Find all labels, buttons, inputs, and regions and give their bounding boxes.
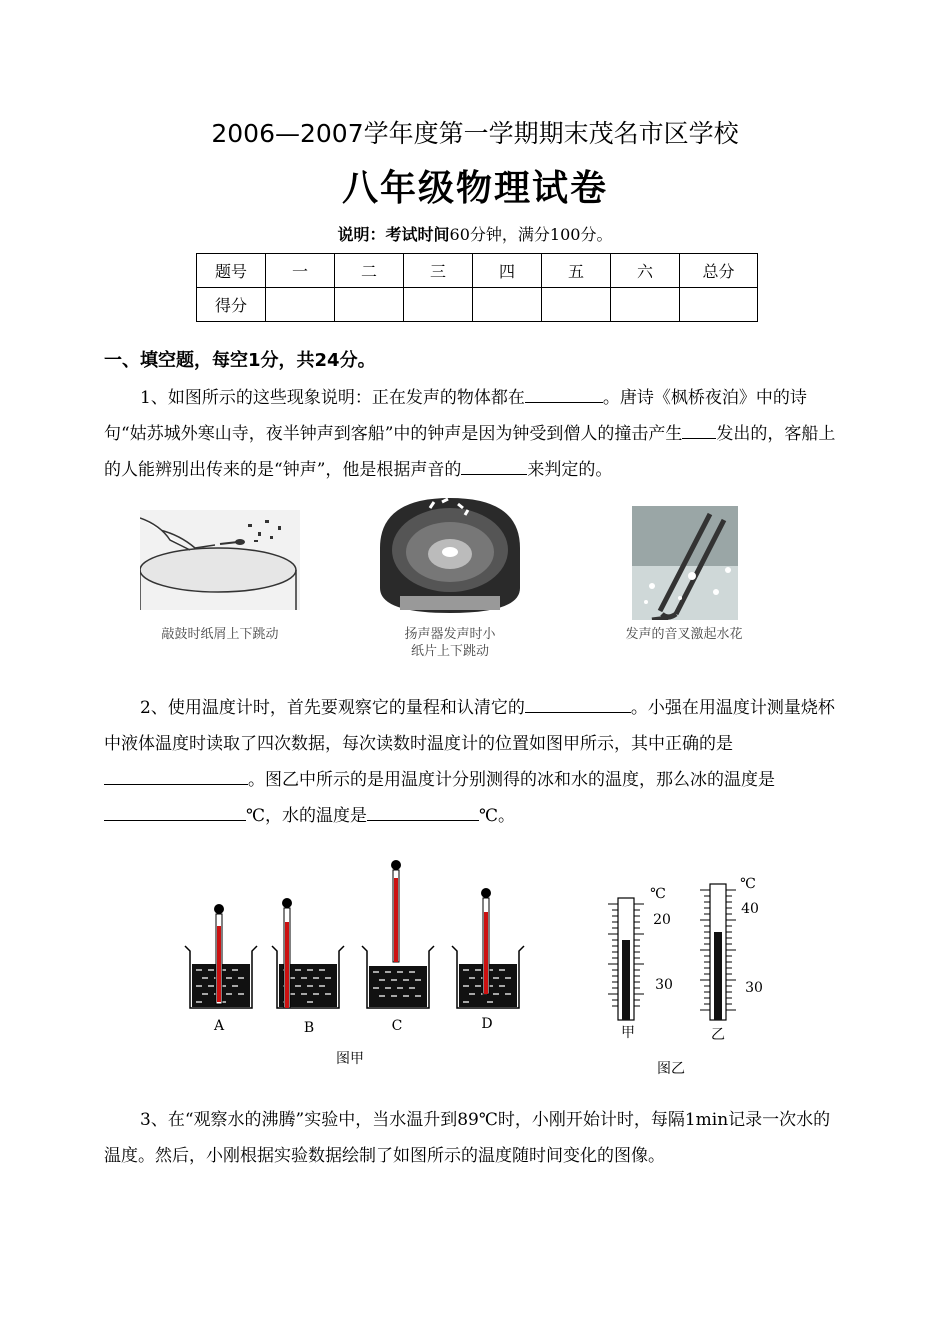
right-label: 乙 — [711, 1027, 725, 1043]
exam-title-line1: 2006—2007学年度第一学期期末茂名市区学校 — [211, 119, 739, 148]
speaker-figure — [370, 488, 530, 618]
score-cell[interactable] — [404, 288, 473, 322]
exam-note — [0, 222, 950, 245]
beaker-b — [272, 898, 344, 1008]
score-table-score-row — [197, 288, 758, 322]
right-top-value: 40 — [741, 901, 759, 917]
figure-yi-caption: 图乙 — [657, 1061, 685, 1077]
fork-caption: 发声的音叉激起水花 — [625, 627, 743, 642]
left-unit: ℃ — [650, 886, 666, 902]
beaker-label: C — [391, 1018, 403, 1034]
score-row-label: 得分 — [197, 288, 266, 322]
score-cell[interactable] — [473, 288, 542, 322]
left-label: 甲 — [621, 1025, 635, 1041]
thermometer-right — [700, 884, 736, 1020]
score-cell[interactable] — [266, 288, 335, 322]
figure-jia-caption: 图甲 — [336, 1051, 364, 1067]
beaker-d — [452, 888, 524, 1008]
q1-text-b: 。唐诗《枫桥夜泊》中的诗句“姑苏城外寒山寺，夜半钟声到客船”中的钟声是因为钟受到僧人的撞击产生 — [104, 388, 807, 444]
beaker-label: B — [303, 1020, 315, 1036]
q3-text: 3、在“观察水的沸腾”实验中，当水温升到89℃时，小刚开始计时，每隔1min记录一次水的温度。然后，小刚根据实验数据绘制了如图所示的温度随时间变化的图像。 — [104, 1110, 831, 1166]
speaker-caption-line1: 扬声器发声时小 — [404, 627, 496, 642]
beaker-c — [362, 860, 434, 1008]
score-table-cell: 总分 — [680, 254, 758, 288]
q2-text-e: ℃。 — [479, 806, 516, 826]
answer-blank[interactable] — [104, 802, 246, 821]
speaker-caption — [360, 626, 540, 660]
score-cell[interactable] — [542, 288, 611, 322]
exam-title: 八年级物理试卷 — [341, 168, 608, 209]
answer-blank[interactable] — [525, 694, 631, 713]
score-table-header-row — [197, 254, 758, 288]
right-bottom-value: 30 — [745, 980, 763, 996]
score-cell[interactable] — [335, 288, 404, 322]
q2-text-c: 。图乙中所示的是用温度计分别测得的冰和水的温度，那么冰的温度是 — [248, 770, 775, 790]
note-rest: 60分钟，满分100分。 — [449, 225, 613, 244]
score-table-cell: 五 — [542, 254, 611, 288]
score-table-cell: 三 — [404, 254, 473, 288]
drum-caption: 敲鼓时纸屑上下跳动 — [161, 627, 279, 642]
score-cell[interactable] — [611, 288, 680, 322]
beaker-a — [185, 904, 257, 1008]
left-top-value: 20 — [653, 912, 671, 928]
answer-blank[interactable] — [525, 384, 603, 403]
thermometer-left — [608, 898, 644, 1020]
answer-blank[interactable] — [104, 766, 248, 785]
q1-text-a: 1、如图所示的这些现象说明：正在发声的物体都在 — [140, 388, 525, 408]
score-cell[interactable] — [680, 288, 758, 322]
score-table-cell: 六 — [611, 254, 680, 288]
section-heading: 一、填空题，每空1分，共24分。 — [104, 350, 376, 371]
question-1 — [104, 380, 846, 488]
drum-figure — [140, 510, 300, 610]
score-table-cell: 一 — [266, 254, 335, 288]
answer-blank[interactable] — [367, 802, 479, 821]
q2-text-b: 。小强在用温度计测量烧杯中液体温度时读取了四次数据，每次读数时温度计的位置如图甲所示，其中正确的是 — [104, 698, 835, 754]
beaker-label: D — [481, 1016, 493, 1032]
score-table-cell: 题号 — [197, 254, 266, 288]
q1-text-d: 来判定的。 — [527, 460, 613, 480]
q2-text-d: ℃，水的温度是 — [246, 806, 368, 826]
answer-blank[interactable] — [682, 420, 716, 439]
question-2 — [104, 690, 846, 834]
left-bottom-value: 30 — [655, 977, 673, 993]
figure-yi-thermometers — [600, 876, 780, 1026]
q1-text-c: 发出的，客船上的人能辨别出传来的是“钟声”，他是根据声音的 — [104, 424, 836, 480]
score-table-cell: 二 — [335, 254, 404, 288]
score-table — [196, 253, 758, 322]
tuning-fork-figure — [632, 506, 738, 620]
speaker-caption-line2: 纸片上下跳动 — [410, 644, 489, 659]
note-label: 说明：考试时间 — [337, 225, 450, 244]
figure-jia-beakers — [180, 856, 540, 1016]
beaker-label: A — [213, 1018, 225, 1034]
score-table-cell: 四 — [473, 254, 542, 288]
answer-blank[interactable] — [461, 456, 527, 475]
question-3 — [104, 1102, 846, 1174]
right-unit: ℃ — [740, 876, 756, 892]
q2-text-a: 2、使用温度计时，首先要观察它的量程和认清它的 — [140, 698, 525, 718]
